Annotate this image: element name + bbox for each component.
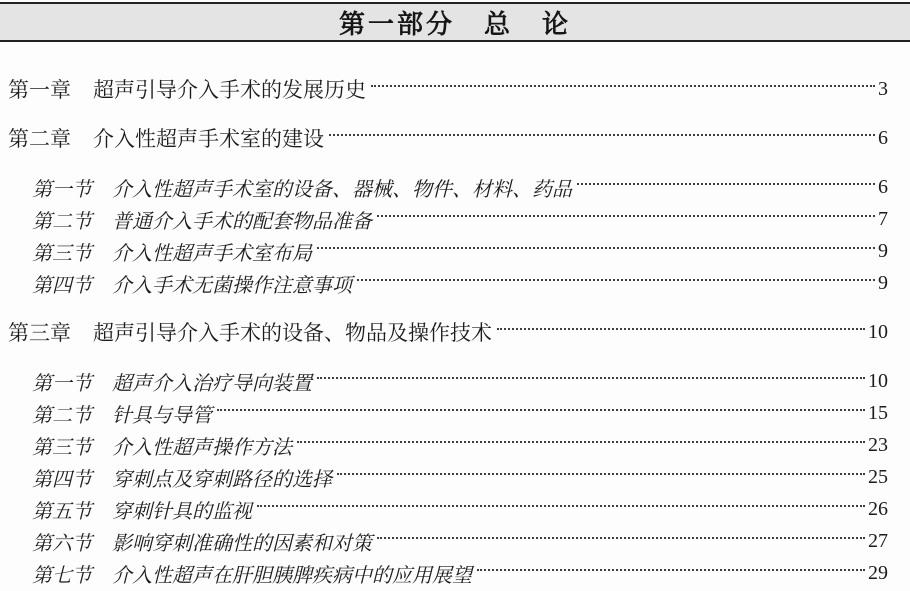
entry-title: 介入性超声手术室的建设 — [93, 127, 324, 151]
entry-number: 第三节 — [32, 436, 92, 459]
entry-page: 6 — [878, 175, 888, 198]
entry-page: 7 — [878, 207, 888, 230]
toc-entry — [8, 73, 888, 105]
part-title-banner — [0, 2, 910, 42]
dot-leader — [217, 409, 865, 411]
toc-entry — [32, 203, 888, 235]
entry-number: 第五节 — [32, 500, 92, 523]
dot-leader — [497, 328, 865, 330]
entry-number: 第七节 — [32, 564, 92, 587]
toc-entry — [32, 267, 888, 299]
entry-title: 普通介入手术的配套物品准备 — [112, 210, 372, 233]
entry-page: 26 — [868, 497, 888, 520]
entry-number: 第二节 — [32, 210, 92, 233]
entry-title: 超声引导介入手术的设备、物品及操作技术 — [93, 321, 492, 345]
entry-title: 超声引导介入手术的发展历史 — [93, 78, 366, 102]
toc-entry — [32, 171, 888, 203]
entry-page: 27 — [868, 529, 888, 552]
entry-number: 第四节 — [32, 468, 92, 491]
entry-title: 穿刺点及穿刺路径的选择 — [112, 468, 332, 491]
dot-leader — [257, 505, 865, 507]
entry-number: 第三节 — [32, 242, 92, 265]
toc-entry — [32, 397, 888, 429]
entry-title: 超声介入治疗导向装置 — [112, 372, 312, 395]
entry-page: 10 — [868, 320, 888, 343]
part-title: 第一部分 总 论 — [338, 8, 571, 39]
entry-page: 25 — [868, 465, 888, 488]
entry-page: 3 — [878, 77, 888, 100]
entry-title: 介入手术无菌操作注意事项 — [112, 274, 352, 297]
entry-title: 介入性超声在肝胆胰脾疾病中的应用展望 — [112, 564, 472, 587]
toc-entry — [32, 525, 888, 557]
dot-leader — [377, 537, 865, 539]
dot-leader — [477, 569, 865, 571]
toc-entry — [32, 235, 888, 267]
entry-title: 介入性超声手术室的设备、器械、物件、材料、药品 — [112, 178, 572, 201]
entry-page: 15 — [868, 401, 888, 424]
dot-leader — [357, 279, 875, 281]
entry-page: 23 — [868, 433, 888, 456]
entry-page: 9 — [878, 239, 888, 262]
toc-entry — [32, 557, 888, 589]
dot-leader — [317, 377, 865, 379]
entry-number: 第一节 — [32, 178, 92, 201]
toc-entry — [32, 365, 888, 397]
dot-leader — [329, 134, 875, 136]
entry-title: 针具与导管 — [112, 404, 212, 427]
entry-title: 介入性超声操作方法 — [112, 436, 292, 459]
toc-list — [0, 42, 910, 589]
toc-entry — [8, 122, 888, 154]
dot-leader — [371, 85, 875, 87]
entry-page: 6 — [878, 126, 888, 149]
entry-page: 9 — [878, 271, 888, 294]
dot-leader — [317, 247, 875, 249]
entry-title: 介入性超声手术室布局 — [112, 242, 312, 265]
entry-page: 29 — [868, 561, 888, 584]
entry-number: 第一节 — [32, 372, 92, 395]
entry-number: 第三章 — [8, 321, 71, 345]
toc-entry — [8, 316, 888, 348]
dot-leader — [337, 473, 865, 475]
entry-title: 影响穿刺准确性的因素和对策 — [112, 532, 372, 555]
toc-entry — [32, 493, 888, 525]
toc-entry — [32, 429, 888, 461]
entry-number: 第二节 — [32, 404, 92, 427]
entry-title: 穿刺针具的监视 — [112, 500, 252, 523]
dot-leader — [377, 215, 875, 217]
entry-number: 第二章 — [8, 127, 71, 151]
entry-page: 10 — [868, 369, 888, 392]
dot-leader — [297, 441, 865, 443]
dot-leader — [577, 183, 875, 185]
entry-number: 第一章 — [8, 78, 71, 102]
entry-number: 第四节 — [32, 274, 92, 297]
toc-entry — [32, 461, 888, 493]
entry-number: 第六节 — [32, 532, 92, 555]
